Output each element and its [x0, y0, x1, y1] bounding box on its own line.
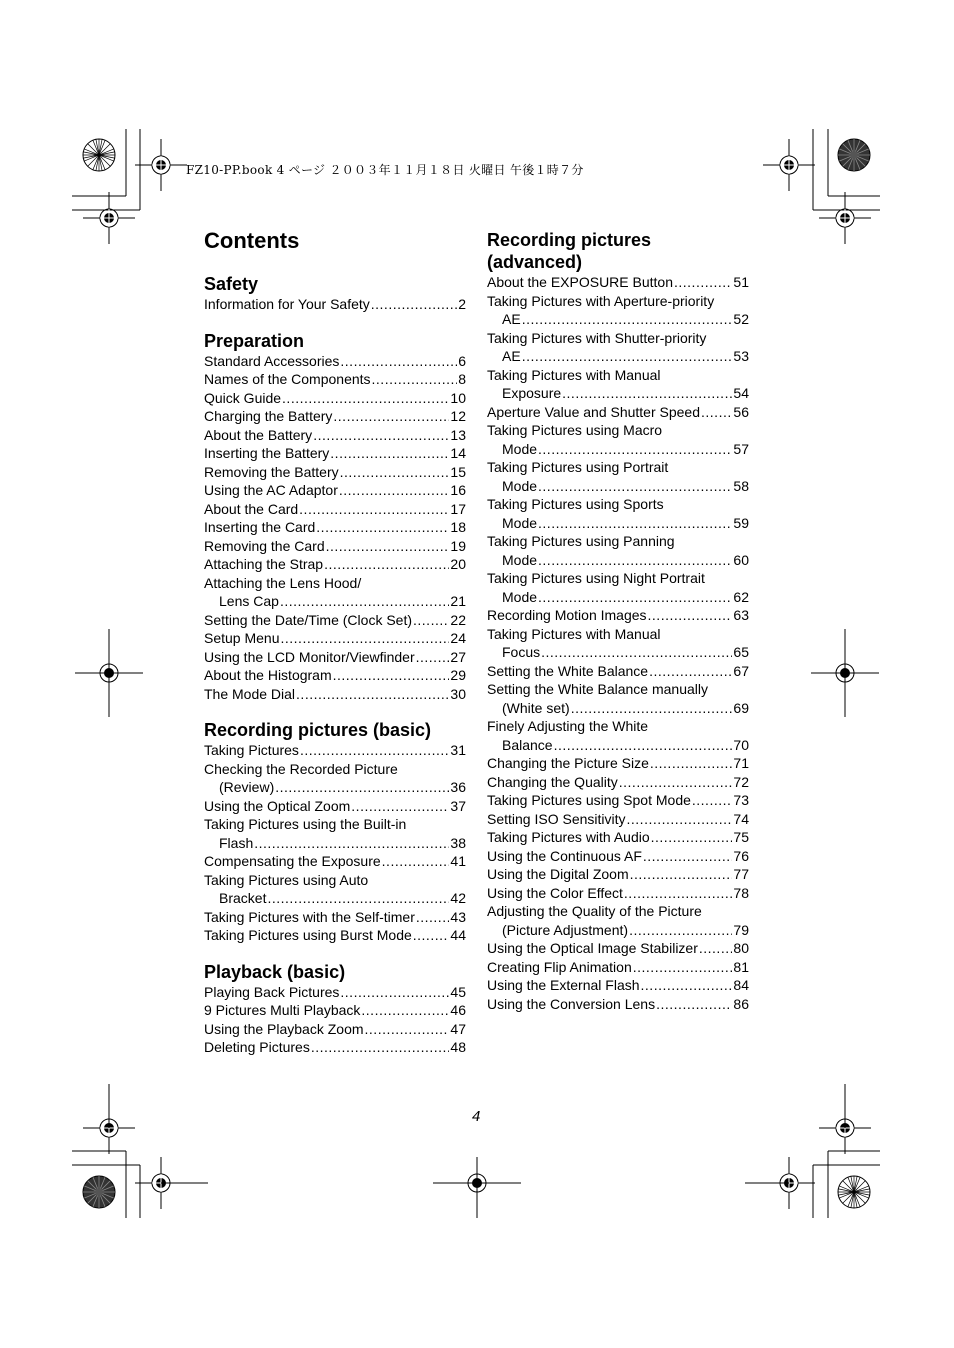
toc-entry-label: Using the Continuous AF [487, 847, 642, 864]
toc-entry-page: 14 [450, 445, 466, 461]
toc-entry-page: 48 [450, 1039, 466, 1055]
toc-entry[interactable] [204, 426, 466, 445]
section-title: Preparation [204, 330, 305, 351]
toc-entry[interactable] [204, 481, 466, 500]
dot-leader [674, 273, 732, 292]
toc-entry-label-continued: (White set) [502, 699, 570, 716]
toc-entry-page: 79 [733, 921, 749, 938]
toc-entry[interactable] [204, 666, 466, 685]
dot-leader [365, 1020, 450, 1039]
toc-entry[interactable] [487, 847, 749, 866]
toc-entry[interactable] [487, 421, 749, 458]
toc-entry-label: Taking Pictures using Spot Mode [487, 792, 691, 808]
section-title: Recording pictures (basic) [204, 720, 432, 740]
toc-left-column [204, 228, 466, 1073]
toc-entry-page: 58 [733, 477, 749, 494]
section-title [487, 229, 749, 273]
dot-leader [701, 403, 732, 422]
toc-entry[interactable] [204, 500, 466, 519]
toc-right-column [487, 229, 749, 1029]
toc-entry-page: 86 [733, 995, 749, 1012]
section-title-line: Recording pictures [487, 230, 652, 250]
toc-entry[interactable] [487, 329, 749, 366]
toc-entry-label: Using the Playback Zoom [204, 1020, 364, 1037]
toc-entry-label: Recording Motion Images [487, 607, 647, 623]
toc-entry-label: Using the Digital Zoom [487, 866, 629, 882]
dot-leader [554, 736, 733, 755]
toc-entry-label: Attaching the Strap [204, 556, 324, 572]
toc-entry-label: Taking Pictures with Manual [487, 625, 661, 642]
dot-leader [629, 921, 732, 940]
toc-entry-label-continued: Lens Cap [219, 593, 279, 609]
toc-entry-page: 6 [458, 352, 466, 369]
toc-entry-page: 41 [450, 853, 466, 869]
toc-entry-label: Checking the Recorded Picture [204, 760, 398, 777]
dot-leader [296, 685, 449, 704]
toc-entry[interactable] [487, 976, 749, 995]
toc-entry-label: Quick Guide [204, 389, 282, 406]
toc-entry-label: About the Card [204, 500, 299, 517]
dot-leader [627, 810, 733, 829]
toc-entry-label-continued: AE [502, 311, 521, 327]
toc-entry-page: 30 [450, 685, 466, 702]
toc-entry-label: Using the Optical Image Stabilizer [487, 940, 698, 956]
dot-leader [413, 611, 449, 630]
dot-leader [624, 884, 733, 903]
toc-entry[interactable] [204, 537, 466, 556]
dot-leader [522, 310, 733, 329]
toc-entry[interactable] [487, 495, 749, 532]
dot-leader [254, 834, 449, 853]
dot-leader [339, 481, 450, 500]
toc-entry[interactable] [204, 1038, 466, 1057]
toc-entry-label: Taking Pictures using the Built-in [204, 816, 407, 832]
dot-leader [619, 773, 733, 792]
toc-right-sections [487, 229, 749, 1013]
toc-entry[interactable] [204, 389, 466, 408]
toc-entry[interactable] [487, 995, 749, 1014]
toc-entry-label: Taking Pictures using Sports [487, 496, 664, 512]
toc-entry-label: Taking Pictures with Audio [487, 829, 650, 845]
toc-entry-page: 36 [450, 779, 466, 795]
toc-entry-page: 74 [733, 810, 749, 827]
toc-entry-page: 54 [733, 385, 749, 401]
toc-entry-page: 8 [458, 371, 466, 387]
toc-entry-page: 67 [733, 662, 749, 679]
toc-entry[interactable] [487, 865, 749, 884]
toc-entry-label: Using the Color Effect [487, 884, 623, 901]
dot-leader [656, 995, 732, 1014]
toc-entry-page: 13 [450, 426, 466, 443]
toc-entry-page: 56 [733, 403, 749, 420]
toc-entry[interactable] [487, 939, 749, 958]
toc-entry[interactable] [487, 717, 749, 754]
toc-entry-page: 17 [450, 500, 466, 517]
section-title: Playback (basic) [204, 961, 346, 982]
toc-entry[interactable] [487, 828, 749, 847]
toc-entry[interactable] [204, 908, 466, 927]
dot-leader [313, 426, 449, 445]
toc-entry-label: Setup Menu [204, 630, 280, 646]
toc-entry[interactable] [204, 407, 466, 426]
toc-entry-label: Inserting the Battery [204, 445, 330, 461]
dot-leader [330, 444, 449, 463]
toc-section [204, 719, 466, 945]
dot-leader [351, 797, 449, 816]
toc-entry-page: 62 [733, 588, 749, 605]
dot-leader [300, 741, 449, 760]
toc-entry-label: Setting ISO Sensitivity [487, 810, 626, 827]
toc-entry-page: 73 [733, 792, 749, 808]
toc-entry-label-continued: (Review) [219, 779, 275, 795]
page-title: Contents [204, 228, 300, 253]
section-title-line: (advanced) [487, 252, 583, 272]
toc-entry-page: 16 [450, 482, 466, 498]
toc-entry-label-continued: Bracket [219, 890, 267, 906]
dot-leader [538, 514, 732, 533]
print-header-line: FZ10-PP.book 4 ページ ２００３年１１月１８日 火曜日 午後１時７分 [186, 163, 584, 177]
page-number: 4 [472, 1108, 481, 1125]
toc-entry-page: 46 [450, 1002, 466, 1018]
toc-entry-label: About the Battery [204, 426, 313, 443]
toc-entry[interactable] [204, 1020, 466, 1039]
dot-leader [413, 926, 450, 945]
toc-entry-page: 71 [733, 755, 749, 771]
toc-entry-label: Using the LCD Monitor/Viewfinder [204, 648, 415, 665]
toc-entry-page: 76 [733, 847, 749, 864]
toc-entry-label: Taking Pictures with Aperture-priority [487, 292, 715, 309]
toc-entry-page: 80 [733, 940, 749, 956]
toc-entry-label-continued: Mode [502, 588, 538, 605]
toc-entry-label-continued: Flash [219, 834, 254, 851]
toc-entry[interactable] [204, 797, 466, 816]
toc-entry-label-continued: Mode [502, 477, 538, 494]
toc-entry[interactable] [204, 760, 466, 797]
dot-leader [571, 699, 733, 718]
toc-entry-label: Compensating the Exposure [204, 853, 381, 869]
toc-entry-label-continued: Exposure [502, 385, 562, 401]
dot-leader [416, 648, 450, 667]
toc-entry-page: 18 [450, 519, 466, 535]
toc-entry-page: 22 [450, 611, 466, 628]
toc-entry-label-continued: AE [502, 348, 521, 364]
toc-entry-label-continued: Focus [502, 644, 541, 660]
toc-entry-page: 81 [733, 958, 749, 975]
dot-leader [630, 865, 733, 884]
toc-entry-page: 84 [733, 977, 749, 993]
toc-entry-page: 21 [450, 593, 466, 609]
toc-entry[interactable] [487, 754, 749, 773]
toc-entry-label: Aperture Value and Shutter Speed [487, 403, 701, 420]
toc-entry-page: 53 [733, 348, 749, 364]
toc-entry-label: Information for Your Safety [204, 296, 370, 312]
toc-entry-label: Inserting the Card [204, 519, 316, 535]
toc-entry-page: 60 [733, 551, 749, 568]
toc-entry-label-continued: Mode [502, 551, 538, 568]
toc-entry-page: 37 [450, 797, 466, 814]
toc-entry[interactable] [487, 662, 749, 681]
toc-entry[interactable] [487, 791, 749, 810]
dot-leader [648, 606, 733, 625]
toc-entry[interactable] [204, 518, 466, 537]
toc-entry-page: 45 [450, 983, 466, 1000]
toc-entry[interactable] [204, 983, 466, 1002]
dot-leader [692, 791, 733, 810]
toc-entry-page: 31 [450, 742, 466, 758]
toc-entry[interactable] [204, 871, 466, 908]
dot-leader [361, 1001, 449, 1020]
toc-entry-label: Charging the Battery [204, 408, 333, 424]
toc-entry[interactable] [204, 370, 466, 389]
toc-entry-page: 75 [733, 829, 749, 845]
dot-leader [333, 407, 449, 426]
dot-leader [562, 384, 732, 403]
dot-leader [372, 370, 458, 389]
toc-entry-page: 51 [733, 274, 749, 290]
toc-entry[interactable] [204, 463, 466, 482]
toc-entry-label: 9 Pictures Multi Playback [204, 1002, 361, 1018]
toc-entry-page: 2 [458, 296, 466, 312]
dot-leader [280, 592, 449, 611]
toc-entry-label: Taking Pictures using Macro [487, 422, 663, 438]
toc-section [204, 330, 466, 704]
dot-leader [281, 629, 450, 648]
toc-entry[interactable] [487, 902, 749, 939]
toc-entry-label: Using the External Flash [487, 977, 640, 993]
toc-entry[interactable] [204, 741, 466, 760]
toc-entry[interactable] [204, 648, 466, 667]
toc-entry-label: Taking Pictures using Burst Mode [204, 927, 412, 943]
toc-entry-page: 12 [450, 408, 466, 424]
toc-entry[interactable] [487, 458, 749, 495]
toc-entry-label: Attaching the Lens Hood/ [204, 574, 362, 591]
dot-leader [326, 537, 450, 556]
toc-entry-page: 77 [733, 866, 749, 882]
dot-leader [282, 389, 449, 408]
toc-entry-page: 59 [733, 514, 749, 531]
toc-entry-label-continued: Mode [502, 514, 538, 531]
toc-entry[interactable] [204, 574, 466, 611]
toc-entry-page: 27 [450, 648, 466, 665]
toc-entry-label: Taking Pictures using Auto [204, 871, 369, 888]
toc-entry-label: Taking Pictures using Panning [487, 533, 675, 549]
toc-entry[interactable] [487, 273, 749, 292]
dot-leader [522, 347, 733, 366]
toc-left-sections [204, 273, 466, 1057]
toc-entry-label: Taking Pictures [204, 742, 299, 758]
dot-leader [340, 983, 449, 1002]
dot-leader [382, 852, 450, 871]
toc-entry[interactable] [487, 810, 749, 829]
toc-entry-page: 69 [733, 699, 749, 716]
dot-leader [633, 958, 733, 977]
toc-entry[interactable] [487, 569, 749, 606]
dot-leader [324, 555, 449, 574]
toc-entry[interactable] [204, 815, 466, 852]
toc-entry[interactable] [204, 611, 466, 630]
dot-leader [650, 754, 733, 773]
toc-entry-label: Taking Pictures with the Self-timer [204, 908, 415, 925]
toc-entry-label: Taking Pictures with Shutter-priority [487, 329, 707, 346]
dot-leader [340, 463, 450, 482]
toc-entry-page: 72 [733, 773, 749, 790]
toc-entry-page: 44 [450, 927, 466, 943]
toc-entry-label-continued: Balance [502, 736, 553, 753]
dot-leader [538, 440, 732, 459]
toc-entry[interactable] [487, 958, 749, 977]
toc-entry-page: 29 [450, 667, 466, 683]
toc-entry-page: 19 [450, 537, 466, 554]
toc-entry-label: About the EXPOSURE Button [487, 274, 673, 290]
toc-section [204, 273, 466, 314]
toc-entry-label: Setting the White Balance manually [487, 681, 709, 697]
toc-entry-label: Creating Flip Animation [487, 958, 632, 975]
section-title: Safety [204, 274, 259, 294]
toc-entry-page: 24 [450, 630, 466, 646]
toc-entry-page: 20 [450, 556, 466, 572]
toc-entry[interactable] [204, 852, 466, 871]
toc-entry-page: 70 [733, 736, 749, 753]
toc-section [487, 229, 749, 1013]
toc-entry-label: Using the Conversion Lens [487, 995, 656, 1012]
toc-entry-label: The Mode Dial [204, 685, 296, 702]
toc-entry-label: Removing the Card [204, 537, 325, 554]
toc-entry-label: Using the Optical Zoom [204, 797, 351, 814]
dot-leader [275, 778, 449, 797]
toc-entry[interactable] [204, 555, 466, 574]
dot-leader [316, 518, 449, 537]
toc-entry-label: Adjusting the Quality of the Picture [487, 903, 702, 919]
toc-entry-page: 78 [733, 884, 749, 901]
toc-entry-label: Deleting Pictures [204, 1039, 310, 1055]
dot-leader [643, 847, 733, 866]
toc-entry-label: Names of the Components [204, 371, 371, 387]
dot-leader [267, 889, 449, 908]
toc-entry[interactable] [487, 366, 749, 403]
dot-leader [538, 551, 732, 570]
dot-leader [538, 477, 732, 496]
toc-entry-page: 10 [450, 389, 466, 406]
toc-entry-label: About the Histogram [204, 667, 332, 683]
toc-entry[interactable] [204, 444, 466, 463]
dot-leader [649, 662, 732, 681]
toc-entry[interactable] [487, 292, 749, 329]
toc-entry-label: Standard Accessories [204, 352, 340, 369]
dot-leader [371, 295, 457, 314]
toc-entry-page: 15 [450, 463, 466, 480]
toc-entry[interactable] [204, 1001, 466, 1020]
toc-entry[interactable] [204, 352, 466, 371]
dot-leader [311, 1038, 450, 1057]
toc-entry[interactable] [487, 680, 749, 717]
toc-entry-label: Setting the Date/Time (Clock Set) [204, 611, 413, 628]
dot-leader [541, 643, 732, 662]
toc-entry-page: 38 [450, 834, 466, 851]
dot-leader [333, 666, 450, 685]
toc-entry-label: Finely Adjusting the White [487, 718, 649, 734]
toc-entry-page: 63 [733, 607, 749, 623]
toc-entry-label: Changing the Picture Size [487, 755, 649, 771]
toc-entry-page: 52 [733, 311, 749, 327]
dot-leader [641, 976, 733, 995]
toc-entry-label: Changing the Quality [487, 773, 618, 790]
dot-leader [340, 352, 457, 371]
dot-leader [538, 588, 732, 607]
toc-entry-page: 65 [733, 644, 749, 660]
dot-leader [416, 908, 450, 927]
toc-entry[interactable] [487, 606, 749, 625]
toc-entry-label: Taking Pictures with Manual [487, 366, 661, 383]
toc-entry-label: Playing Back Pictures [204, 983, 340, 1000]
toc-entry-page: 47 [450, 1020, 466, 1037]
toc-entry-page: 42 [450, 890, 466, 906]
toc-entry-label: Using the AC Adaptor [204, 482, 338, 498]
toc-entry[interactable] [204, 629, 466, 648]
dot-leader [651, 828, 733, 847]
toc-entry[interactable] [204, 295, 466, 314]
toc-entry-label-continued: Mode [502, 440, 538, 457]
toc-entry-label: Taking Pictures using Night Portrait [487, 570, 705, 586]
toc-entry[interactable] [487, 403, 749, 422]
toc-entry-label-continued: (Picture Adjustment) [502, 921, 629, 938]
toc-entry[interactable] [487, 884, 749, 903]
dot-leader [699, 939, 733, 958]
toc-entry[interactable] [487, 625, 749, 662]
toc-entry[interactable] [487, 532, 749, 569]
toc-entry-label: Setting the White Balance [487, 662, 649, 679]
toc-entry[interactable] [204, 685, 466, 704]
toc-section [204, 961, 466, 1057]
toc-entry-page: 43 [450, 908, 466, 925]
dot-leader [299, 500, 449, 519]
toc-entry-label: Removing the Battery [204, 463, 339, 480]
toc-entry-label: Taking Pictures using Portrait [487, 459, 669, 475]
toc-entry[interactable] [204, 926, 466, 945]
toc-entry[interactable] [487, 773, 749, 792]
toc-entry-page: 57 [733, 440, 749, 457]
